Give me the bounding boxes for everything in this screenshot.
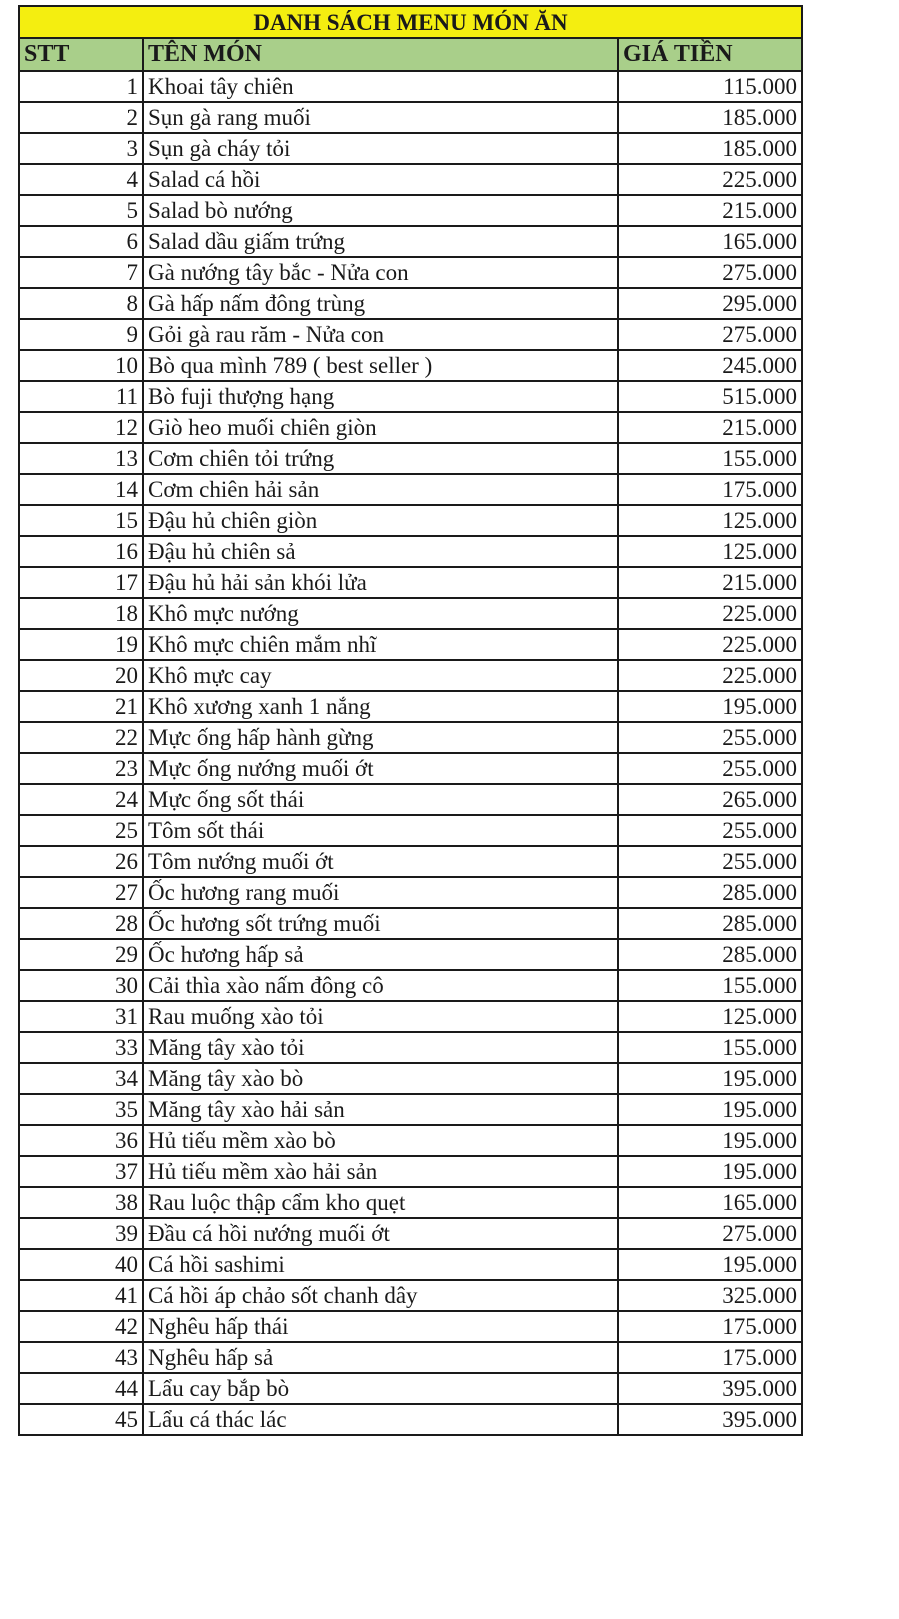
table-row: [19, 815, 802, 846]
row-number: 11: [19, 381, 143, 412]
dish-name: Giò heo muối chiên giòn: [143, 412, 618, 443]
row-number: 25: [19, 815, 143, 846]
dish-name: Khô mực chiên mắm nhĩ: [143, 629, 618, 660]
dish-name: Sụn gà rang muối: [143, 102, 618, 133]
table-row: [19, 1187, 802, 1218]
dish-price: 215.000: [618, 567, 802, 598]
row-number: 24: [19, 784, 143, 815]
dish-name: Măng tây xào bò: [143, 1063, 618, 1094]
dish-price: 515.000: [618, 381, 802, 412]
row-number: 15: [19, 505, 143, 536]
dish-name: Gà nướng tây bắc - Nửa con: [143, 257, 618, 288]
row-number: 40: [19, 1249, 143, 1280]
dish-price: 395.000: [618, 1404, 802, 1435]
row-number: 41: [19, 1280, 143, 1311]
header-row: [19, 38, 802, 71]
row-number: 42: [19, 1311, 143, 1342]
dish-name: Đậu hủ chiên giòn: [143, 505, 618, 536]
row-number: 5: [19, 195, 143, 226]
dish-name: Nghêu hấp thái: [143, 1311, 618, 1342]
table-row: [19, 71, 802, 102]
dish-price: 165.000: [618, 1187, 802, 1218]
dish-name: Mực ống hấp hành gừng: [143, 722, 618, 753]
dish-price: 225.000: [618, 629, 802, 660]
dish-name: Ốc hương sốt trứng muối: [143, 908, 618, 939]
table-row: [19, 226, 802, 257]
row-number: 18: [19, 598, 143, 629]
row-number: 26: [19, 846, 143, 877]
row-number: 1: [19, 71, 143, 102]
table-row: [19, 753, 802, 784]
table-row: [19, 350, 802, 381]
dish-price: 155.000: [618, 443, 802, 474]
row-number: 12: [19, 412, 143, 443]
row-number: 30: [19, 970, 143, 1001]
dish-name: Cơm chiên hải sản: [143, 474, 618, 505]
dish-price: 115.000: [618, 71, 802, 102]
menu-body: [19, 71, 802, 1435]
table-row: [19, 846, 802, 877]
table-row: [19, 133, 802, 164]
dish-price: 255.000: [618, 815, 802, 846]
table-row: [19, 784, 802, 815]
dish-price: 275.000: [618, 319, 802, 350]
dish-name: Hủ tiếu mềm xào bò: [143, 1125, 618, 1156]
dish-price: 255.000: [618, 753, 802, 784]
dish-name: Khô mực nướng: [143, 598, 618, 629]
title-row: [19, 6, 802, 38]
dish-name: Nghêu hấp sả: [143, 1342, 618, 1373]
dish-name: Bò qua mình 789 ( best seller ): [143, 350, 618, 381]
dish-price: 195.000: [618, 691, 802, 722]
table-row: [19, 660, 802, 691]
dish-price: 275.000: [618, 257, 802, 288]
table-row: [19, 1280, 802, 1311]
column-header-stt: STT: [19, 38, 143, 71]
row-number: 31: [19, 1001, 143, 1032]
row-number: 22: [19, 722, 143, 753]
row-number: 27: [19, 877, 143, 908]
table-row: [19, 1249, 802, 1280]
dish-price: 195.000: [618, 1156, 802, 1187]
row-number: 13: [19, 443, 143, 474]
dish-name: Măng tây xào hải sản: [143, 1094, 618, 1125]
table-row: [19, 629, 802, 660]
dish-name: Salad dầu giấm trứng: [143, 226, 618, 257]
dish-price: 175.000: [618, 474, 802, 505]
dish-price: 195.000: [618, 1094, 802, 1125]
dish-name: Salad cá hồi: [143, 164, 618, 195]
dish-price: 275.000: [618, 1218, 802, 1249]
table-row: [19, 1094, 802, 1125]
row-number: 45: [19, 1404, 143, 1435]
table-row: [19, 908, 802, 939]
dish-name: Cải thìa xào nấm đông cô: [143, 970, 618, 1001]
table-row: [19, 195, 802, 226]
row-number: 33: [19, 1032, 143, 1063]
dish-name: Mực ống sốt thái: [143, 784, 618, 815]
dish-name: Lẩu cá thác lác: [143, 1404, 618, 1435]
row-number: 4: [19, 164, 143, 195]
dish-price: 185.000: [618, 133, 802, 164]
table-row: [19, 1156, 802, 1187]
row-number: 2: [19, 102, 143, 133]
table-row: [19, 319, 802, 350]
dish-price: 395.000: [618, 1373, 802, 1404]
dish-name: Cá hồi sashimi: [143, 1249, 618, 1280]
row-number: 29: [19, 939, 143, 970]
dish-price: 225.000: [618, 164, 802, 195]
dish-name: Khô xương xanh 1 nắng: [143, 691, 618, 722]
dish-name: Đầu cá hồi nướng muối ớt: [143, 1218, 618, 1249]
row-number: 37: [19, 1156, 143, 1187]
table-row: [19, 412, 802, 443]
table-row: [19, 1404, 802, 1435]
dish-price: 285.000: [618, 939, 802, 970]
dish-name: Tôm nướng muối ớt: [143, 846, 618, 877]
table-row: [19, 691, 802, 722]
dish-price: 285.000: [618, 877, 802, 908]
table-row: [19, 381, 802, 412]
dish-price: 125.000: [618, 1001, 802, 1032]
dish-price: 125.000: [618, 536, 802, 567]
row-number: 8: [19, 288, 143, 319]
column-header-price: GIÁ TIỀN: [618, 38, 802, 71]
dish-name: Đậu hủ hải sản khói lửa: [143, 567, 618, 598]
dish-name: Bò fuji thượng hạng: [143, 381, 618, 412]
table-row: [19, 474, 802, 505]
table-row: [19, 1342, 802, 1373]
table-row: [19, 877, 802, 908]
dish-price: 195.000: [618, 1125, 802, 1156]
table-row: [19, 1218, 802, 1249]
table-row: [19, 443, 802, 474]
row-number: 21: [19, 691, 143, 722]
dish-name: Lẩu cay bắp bò: [143, 1373, 618, 1404]
dish-price: 245.000: [618, 350, 802, 381]
table-row: [19, 1032, 802, 1063]
table-row: [19, 164, 802, 195]
dish-name: Măng tây xào tỏi: [143, 1032, 618, 1063]
column-header-name: TÊN MÓN: [143, 38, 618, 71]
table-row: [19, 1001, 802, 1032]
dish-name: Tôm sốt thái: [143, 815, 618, 846]
row-number: 44: [19, 1373, 143, 1404]
row-number: 39: [19, 1218, 143, 1249]
dish-name: Salad bò nướng: [143, 195, 618, 226]
row-number: 28: [19, 908, 143, 939]
table-row: [19, 567, 802, 598]
row-number: 36: [19, 1125, 143, 1156]
dish-price: 215.000: [618, 195, 802, 226]
dish-price: 165.000: [618, 226, 802, 257]
dish-price: 215.000: [618, 412, 802, 443]
table-row: [19, 722, 802, 753]
dish-name: Rau luộc thập cẩm kho quẹt: [143, 1187, 618, 1218]
row-number: 6: [19, 226, 143, 257]
row-number: 20: [19, 660, 143, 691]
dish-price: 265.000: [618, 784, 802, 815]
table-row: [19, 939, 802, 970]
table-row: [19, 102, 802, 133]
dish-price: 225.000: [618, 660, 802, 691]
table-row: [19, 1063, 802, 1094]
row-number: 9: [19, 319, 143, 350]
table-row: [19, 970, 802, 1001]
dish-price: 185.000: [618, 102, 802, 133]
dish-name: Mực ống nướng muối ớt: [143, 753, 618, 784]
row-number: 7: [19, 257, 143, 288]
dish-price: 195.000: [618, 1249, 802, 1280]
dish-price: 155.000: [618, 1032, 802, 1063]
row-number: 23: [19, 753, 143, 784]
dish-price: 285.000: [618, 908, 802, 939]
dish-name: Hủ tiếu mềm xào hải sản: [143, 1156, 618, 1187]
dish-price: 175.000: [618, 1342, 802, 1373]
table-row: [19, 1125, 802, 1156]
dish-name: Cá hồi áp chảo sốt chanh dây: [143, 1280, 618, 1311]
dish-name: Sụn gà cháy tỏi: [143, 133, 618, 164]
dish-price: 325.000: [618, 1280, 802, 1311]
table-row: [19, 288, 802, 319]
menu-table: [18, 5, 803, 1436]
row-number: 34: [19, 1063, 143, 1094]
menu-title: DANH SÁCH MENU MÓN ĂN: [19, 6, 802, 38]
dish-name: Rau muống xào tỏi: [143, 1001, 618, 1032]
row-number: 10: [19, 350, 143, 381]
dish-price: 155.000: [618, 970, 802, 1001]
table-row: [19, 598, 802, 629]
dish-price: 255.000: [618, 846, 802, 877]
dish-price: 225.000: [618, 598, 802, 629]
table-row: [19, 1311, 802, 1342]
dish-name: Cơm chiên tỏi trứng: [143, 443, 618, 474]
row-number: 38: [19, 1187, 143, 1218]
dish-name: Ốc hương rang muối: [143, 877, 618, 908]
table-row: [19, 505, 802, 536]
dish-name: Gà hấp nấm đông trùng: [143, 288, 618, 319]
row-number: 19: [19, 629, 143, 660]
dish-price: 255.000: [618, 722, 802, 753]
row-number: 35: [19, 1094, 143, 1125]
dish-price: 195.000: [618, 1063, 802, 1094]
table-row: [19, 1373, 802, 1404]
table-row: [19, 257, 802, 288]
row-number: 43: [19, 1342, 143, 1373]
dish-price: 125.000: [618, 505, 802, 536]
row-number: 14: [19, 474, 143, 505]
dish-price: 295.000: [618, 288, 802, 319]
dish-name: Gỏi gà rau răm - Nửa con: [143, 319, 618, 350]
dish-price: 175.000: [618, 1311, 802, 1342]
row-number: 17: [19, 567, 143, 598]
dish-name: Ốc hương hấp sả: [143, 939, 618, 970]
table-row: [19, 536, 802, 567]
dish-name: Khô mực cay: [143, 660, 618, 691]
dish-name: Đậu hủ chiên sả: [143, 536, 618, 567]
dish-name: Khoai tây chiên: [143, 71, 618, 102]
row-number: 3: [19, 133, 143, 164]
row-number: 16: [19, 536, 143, 567]
